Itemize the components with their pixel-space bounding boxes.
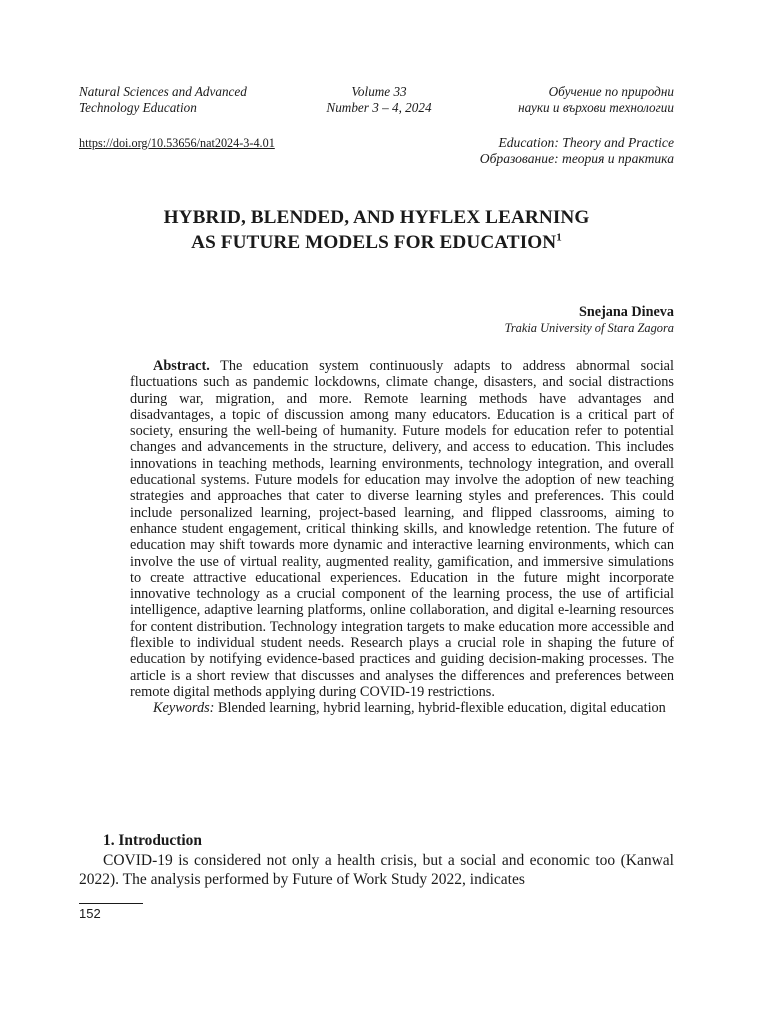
page-number: 152 [79, 906, 101, 921]
journal-name-en-line-1: Natural Sciences and Advanced [79, 84, 247, 99]
keywords-label: Keywords: [153, 700, 215, 717]
title-footnote-marker[interactable]: 1 [556, 231, 562, 244]
footer-rule [79, 903, 143, 904]
journal-name-bg [470, 84, 674, 116]
article-title-line-2-text: AS FUTURE MODELS FOR EDUCATION [191, 232, 557, 253]
introduction-paragraph: COVID-19 is considered not only a health crisis, but a social and economic too (Kanwal 2022). The analysis performed by Future of Work Study 2022, indicates [79, 852, 674, 888]
issue-line: Number 3 – 4, 2024 [326, 100, 432, 115]
article-title [79, 205, 674, 255]
keywords-text: Blended learning, hybrid learning, hybrid-flexible education, digital education [218, 700, 666, 717]
article-title-line-2 [79, 230, 674, 255]
abstract-label: Abstract. [153, 358, 210, 374]
author-affiliation: Trakia University of Stara Zagora [504, 321, 674, 335]
article-title-line-1: HYBRID, BLENDED, AND HYFLEX LEARNING [163, 207, 590, 228]
author-name: Snejana Dineva [579, 304, 674, 320]
journal-name-en [79, 84, 319, 116]
journal-name-bg-line-1: Обучение по природни [548, 84, 674, 99]
journal-name-en-line-2: Technology Education [79, 100, 197, 115]
keywords-paragraph [130, 700, 674, 716]
section-heading-introduction: 1. Introduction [103, 832, 202, 849]
doi-link[interactable]: https://doi.org/10.53656/nat2024-3-4.01 [79, 136, 275, 150]
section-label-en: Education: Theory and Practice [498, 135, 674, 150]
abstract-text: The education system continuously adapts to address abnormal social fluctuations such as pandemic lockdowns, climate change, disasters, and social distractions during war, migration, and more. Remote learning methods have advantages and disadvantages, a topic of discussion among many educators. Education is a critical part of society, ensuring the well-being of humanity. Future models for education refer to potential changes and advancements in the structure, delivery, and access to education. This includes innovations in teaching methods, learning environments, technology integration, and overall educational systems. Future models for education may involve the adoption of new teaching strategies and approaches that cater to diverse learning styles and preferences. This could include personalized learning, project-based learning, and flipped classrooms, aiming to enhance student engagement, critical thinking skills, and knowledge retention. The future of education may shift towards more dynamic and interactive learning environments, which can involve the use of virtual reality, augmented reality, gamification, and immersive simulations to create attractive educational experiences. Education in the future might incorporate innovative technology as a crucial component of the learning process, the use of artificial intelligence, adaptive learning platforms, online collaboration, and digital e-learning resources for content distribution. Technology integration targets to make education more accessible and flexible to individual student needs. Research plays a crucial role in shaping the future of education by notifying evidence-based practices and guiding decision-making processes. The article is a short review that discusses and analyses the differences and preferences between remote digital methods applying during COVID-19 restrictions. [130, 358, 674, 700]
introduction-body [79, 851, 674, 889]
volume-line: Volume 33 [351, 84, 407, 99]
section-label [480, 135, 674, 167]
abstract-block [130, 358, 674, 717]
journal-name-bg-line-2: науки и върхови технологии [518, 100, 674, 115]
section-label-bg: Образование: теория и практика [479, 151, 674, 166]
abstract-paragraph [130, 358, 674, 700]
volume-info [314, 84, 444, 116]
